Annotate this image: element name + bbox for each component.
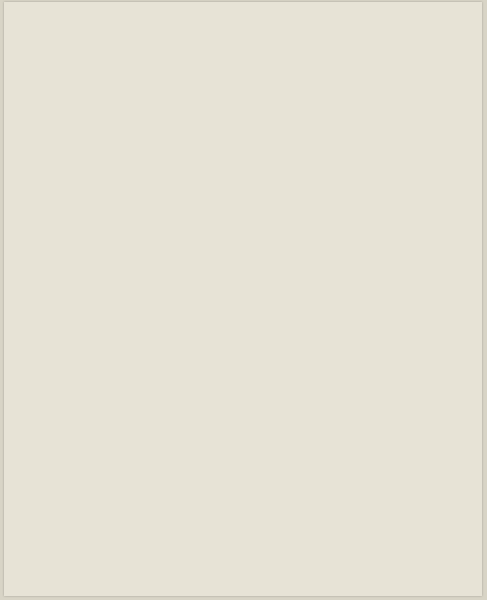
document-subtitle	[122, 97, 189, 105]
table-grid	[4, 2, 482, 596]
document-sheet	[4, 2, 482, 596]
